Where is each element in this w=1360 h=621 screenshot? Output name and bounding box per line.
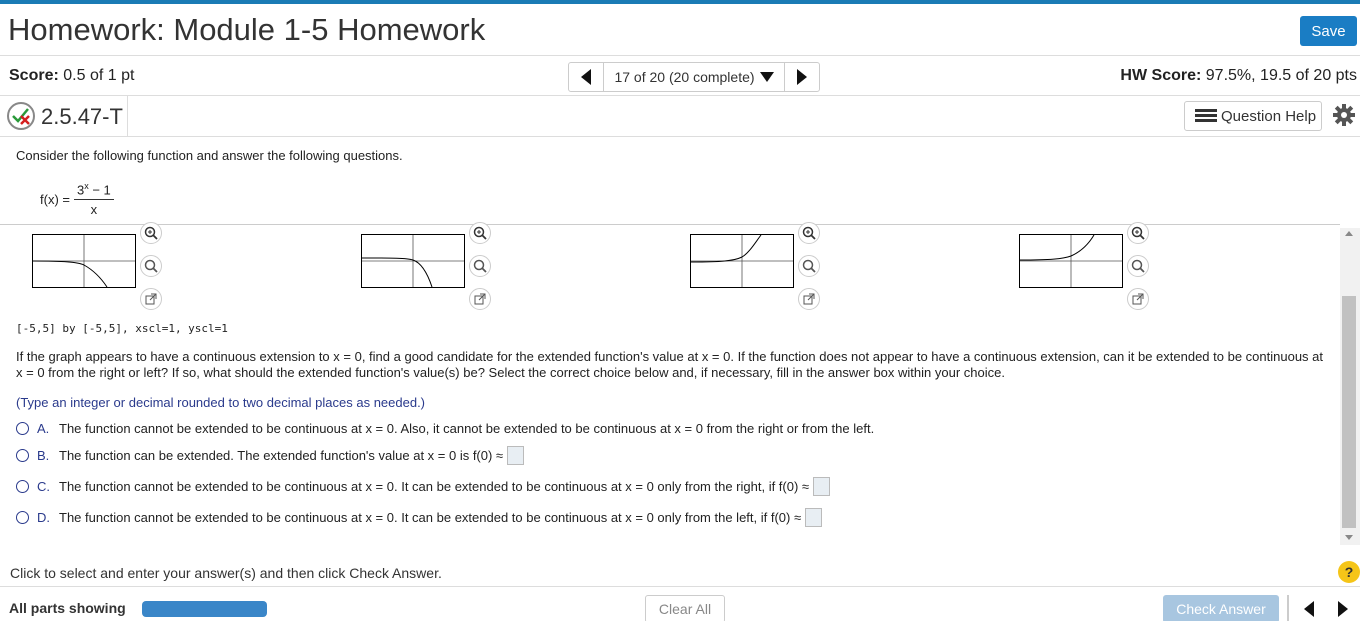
question-prompt: If the graph appears to have a continuous extension to x = 0, find a good candidate for the extended function's value at x = 0. If the function does not appear to have a continuous extension, can it be extended to be continuous at x = 0 from the right or left? If so, what should the extended function's value(s) be? Select the correct choice below and, if necessary, fill in the answer box within your choice. (16, 349, 1324, 380)
question-select-dropdown[interactable] (603, 63, 785, 91)
zoom-out-icon[interactable] (798, 255, 820, 277)
choice-d[interactable] (16, 508, 822, 527)
footer-divider (1287, 595, 1289, 621)
title-bar (0, 4, 1360, 56)
arrow-right-icon (1338, 601, 1348, 617)
zoom-out-icon[interactable] (1127, 255, 1149, 277)
content-scrollbar[interactable] (1340, 228, 1360, 545)
choice-b-text: The function can be extended. The extended function's value at x = 0 is f(0) ≈ (59, 448, 504, 463)
question-id-box (0, 96, 128, 136)
list-icon (1195, 108, 1217, 124)
question-id: 2.5.47-T (41, 104, 123, 129)
function-numerator (74, 181, 114, 200)
popout-icon[interactable] (140, 288, 162, 310)
popout-icon[interactable] (798, 288, 820, 310)
function-denominator: x (90, 202, 98, 218)
choice-b[interactable] (16, 446, 524, 465)
function-lhs: f(x) = (40, 191, 70, 207)
clear-all-button[interactable]: Clear All (645, 595, 725, 621)
arrow-left-icon (581, 69, 591, 85)
gear-icon[interactable] (1333, 104, 1355, 131)
viewing-window: [-5,5] by [-5,5], xscl=1, yscl=1 (16, 322, 228, 335)
choice-d-radio[interactable] (16, 511, 29, 524)
graph-c-plot (690, 234, 794, 288)
choice-a[interactable] (16, 421, 874, 436)
zoom-in-icon[interactable] (798, 222, 820, 244)
choice-a-letter: A. (37, 421, 50, 436)
question-help-button[interactable] (1184, 101, 1322, 131)
previous-question-button[interactable] (569, 63, 603, 91)
save-button[interactable]: Save (1300, 16, 1357, 46)
instruction-text: Click to select and enter your answer(s) and then click Check Answer. (10, 565, 442, 581)
choice-c[interactable] (16, 477, 830, 496)
score-label: Score: (9, 67, 59, 84)
footer (0, 586, 1360, 621)
question-position: 17 of 20 (20 complete) (614, 69, 755, 85)
choice-c-answer-input[interactable] (813, 477, 830, 496)
zoom-out-icon[interactable] (140, 255, 162, 277)
arrow-left-icon (1304, 601, 1314, 617)
function-definition (40, 181, 114, 217)
question-intro: Consider the following function and answer the following questions. (16, 148, 403, 163)
popout-icon[interactable] (1127, 288, 1149, 310)
zoom-in-icon[interactable] (140, 222, 162, 244)
hw-score (1120, 67, 1357, 85)
score (9, 67, 134, 85)
partial-credit-icon (7, 102, 35, 130)
graph-d-plot (1019, 234, 1123, 288)
answer-hint: (Type an integer or decimal rounded to two decimal places as needed.) (16, 395, 426, 410)
graph-b-plot (361, 234, 465, 288)
choice-d-answer-input[interactable] (805, 508, 822, 527)
choice-c-radio[interactable] (16, 480, 29, 493)
choice-c-letter: C. (37, 479, 50, 494)
numerator-base: 3 (76, 182, 85, 198)
footer-previous-button[interactable] (1292, 595, 1326, 621)
choice-c-text: The function cannot be extended to be continuous at x = 0. It can be extended to be continuous at x = 0 only from the right, if f(0) ≈ (59, 479, 810, 494)
score-value: 0.5 of 1 pt (63, 67, 135, 84)
function-fraction (74, 181, 114, 217)
question-navigator (568, 62, 820, 92)
choice-b-radio[interactable] (16, 449, 29, 462)
progress-bar (142, 601, 267, 617)
question-content (0, 137, 1340, 557)
footer-next-button[interactable] (1326, 595, 1360, 621)
numerator-rest: − 1 (88, 182, 111, 198)
zoom-in-icon[interactable] (1127, 222, 1149, 244)
help-icon[interactable]: ? (1338, 561, 1360, 583)
numerator-exponent: x (84, 181, 89, 191)
hw-score-value: 97.5%, 19.5 of 20 pts (1205, 67, 1357, 84)
choice-b-answer-input[interactable] (507, 446, 524, 465)
hw-score-label: HW Score: (1120, 67, 1202, 84)
graph-a-plot (32, 234, 136, 288)
scroll-down-icon[interactable] (1345, 535, 1353, 540)
popout-icon[interactable] (469, 288, 491, 310)
question-help-label: Question Help (1221, 107, 1317, 125)
caret-down-icon (760, 72, 774, 82)
choice-b-letter: B. (37, 448, 50, 463)
choice-d-letter: D. (37, 510, 50, 525)
arrow-right-icon (797, 69, 807, 85)
zoom-out-icon[interactable] (469, 255, 491, 277)
scroll-up-icon[interactable] (1345, 231, 1353, 236)
page-title: Homework: Module 1-5 Homework (8, 12, 486, 47)
choice-a-text: The function cannot be extended to be continuous at x = 0. Also, it cannot be extended to be continuous at x = 0 from the right or from the left. (59, 421, 875, 436)
parts-showing-label: All parts showing (9, 600, 126, 616)
score-bar (0, 56, 1360, 96)
choice-d-text: The function cannot be extended to be continuous at x = 0. It can be extended to be continuous at x = 0 only from the left, if f(0) ≈ (59, 510, 802, 525)
choice-a-radio[interactable] (16, 422, 29, 435)
next-question-button[interactable] (785, 63, 819, 91)
zoom-in-icon[interactable] (469, 222, 491, 244)
scroll-thumb[interactable] (1342, 296, 1356, 528)
question-bar (0, 96, 1360, 137)
check-answer-button[interactable]: Check Answer (1163, 595, 1279, 621)
